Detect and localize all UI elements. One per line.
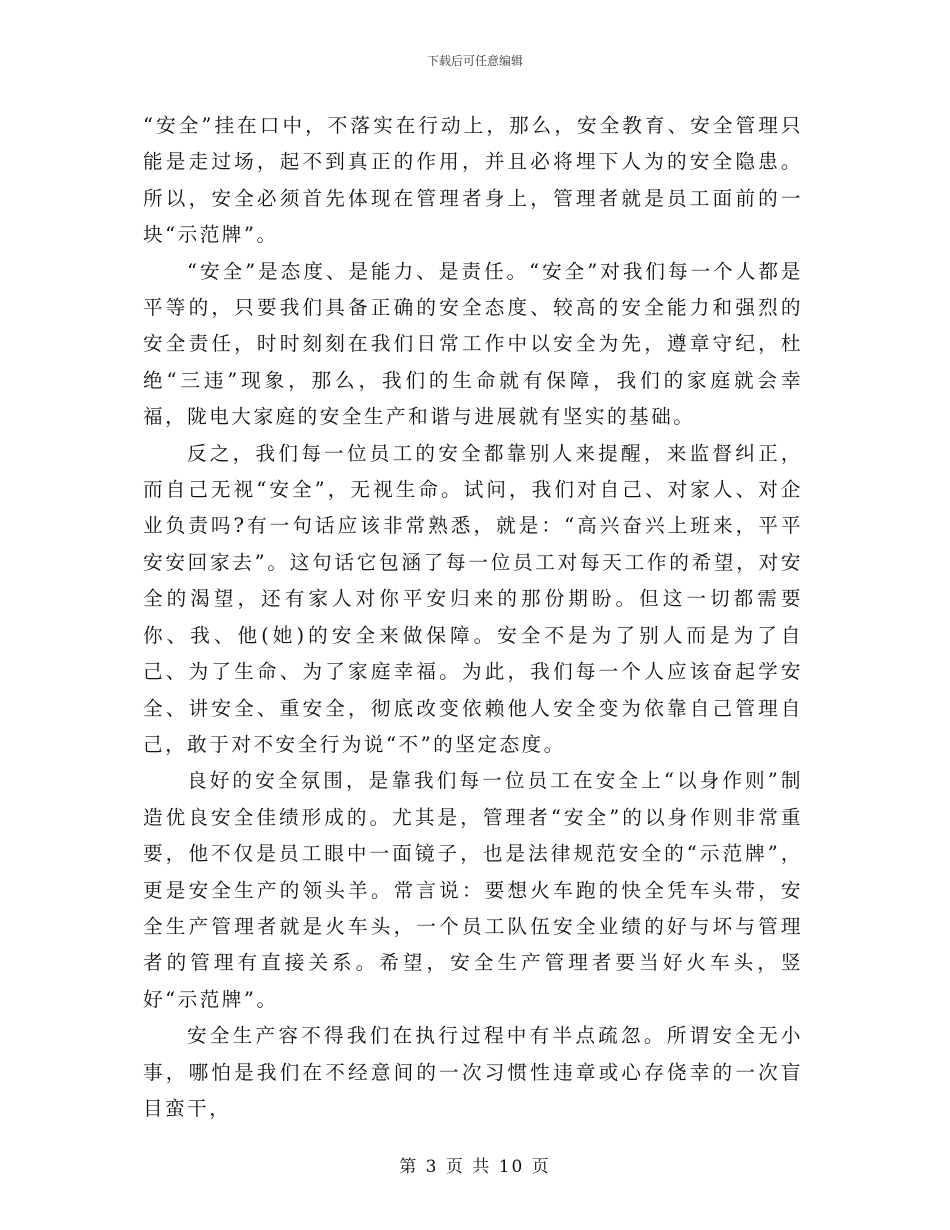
page-header: 下载后可任意编辑: [426, 54, 523, 68]
document-body: [143, 108, 803, 1127]
paragraph-3: 反之，我们每一位员工的安全都靠别人来提醒，来监督纠正，而自己无视“安全”，无视生命。试问，我们对自己、对家人、对企业负责吗?有一句话应该非常熟悉，就是：“高兴奋兴上班来，平平安安回家去”。这句话它包涵了每一位员工对每天工作的希望，对安全的渴望，还有家人对你平安归来的那份期盼。但这一切都需要你、我、他(她)的安全来做保障。安全不是为了别人而是为了自己、为了生命、为了家庭幸福。为此，我们每一个人应该奋起学安全、讲安全、重安全，彻底改变依赖他人安全变为依靠自己管理自己，敢于对不安全行为说“不”的坚定态度。: [143, 441, 803, 756]
paragraph-1: “安全”挂在口中，不落实在行动上，那么，安全教育、安全管理只能是走过场，起不到真正的作用，并且必将埋下人为的安全隐患。所以，安全必须首先体现在管理者身上，管理者就是员工面前的一块“示范牌”。: [143, 114, 803, 247]
paragraph-4: 良好的安全氛围，是靠我们每一位员工在安全上“以身作则”制造优良安全佳绩形成的。尤其是，管理者“安全”的以身作则非常重要，他不仅是员工眼中一面镜子，也是法律规范安全的“示范牌”，更是安全生产的领头羊。常言说：要想火车跑的快全凭车头带，安全生产管理者就是火车头，一个员工队伍安全业绩的好与坏与管理者的管理有直接关系。希望，安全生产管理者要当好火车头，竖好“示范牌”。: [143, 769, 803, 1011]
paragraph-2: “安全”是态度、是能力、是责任。“安全”对我们每一个人都是平等的，只要我们具备正确的安全态度、较高的安全能力和强烈的安全责任，时时刻刻在我们日常工作中以安全为先，遵章守纪，杜绝“三违”现象，那么，我们的生命就有保障，我们的家庭就会幸福，陇电大家庭的安全生产和谐与进展就有坚实的基础。: [143, 259, 803, 429]
page-number-footer: 第 3 页 共 10 页: [399, 1157, 551, 1177]
paragraph-5: 安全生产容不得我们在执行过程中有半点疏忽。所谓安全无小事，哪怕是我们在不经意间的一次习惯性违章或心存侥幸的一次盲目蛮干，: [143, 1024, 803, 1120]
